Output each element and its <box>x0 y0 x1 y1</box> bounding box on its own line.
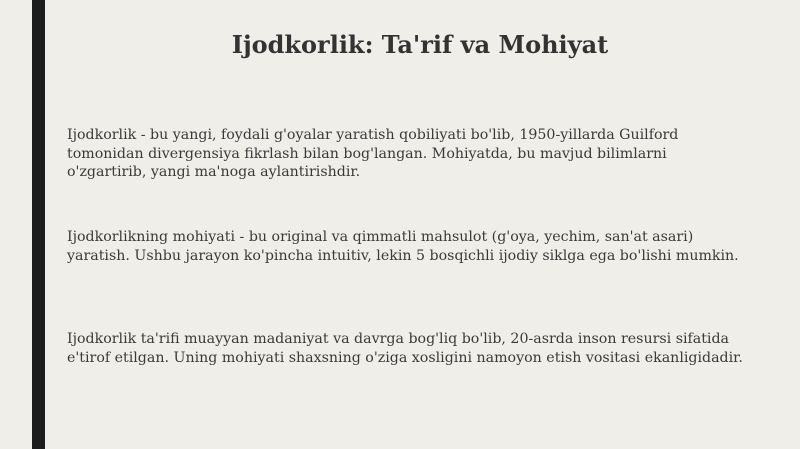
left-accent-bar <box>32 0 45 449</box>
paragraph-definition: Ijodkorlik - bu yangi, foydali g'oyalar yaratish qobiliyati bo'lib, 1950-yillarda Guilford tomonidan divergensiya fikrlash bilan bog'langan. Mohiyatda, bu mavjud bilimlarni o'zgartirib, yangi ma'noga aylantirishdir. <box>67 127 679 180</box>
slide-title: Ijodkorlik: Ta'rif va Mohiyat <box>231 30 609 59</box>
paragraph-essence: Ijodkorlikning mohiyati - bu original va qimmatli mahsulot (g'oya, yechim, san'at asari) yaratish. Ushbu jarayon ko'pincha intuitiv, lekin 5 bosqichli ijodiy siklga ega bo'lishi mumkin. <box>67 229 739 264</box>
paragraph-context: Ijodkorlik ta'rifi muayyan madaniyat va davrga bog'liq bo'lib, 20-asrda inson resursi sifatida e'tirof etilgan. Uning mohiyati shaxsning o'ziga xosligini namoyon etish vositasi ekanligidadir. <box>67 331 743 366</box>
